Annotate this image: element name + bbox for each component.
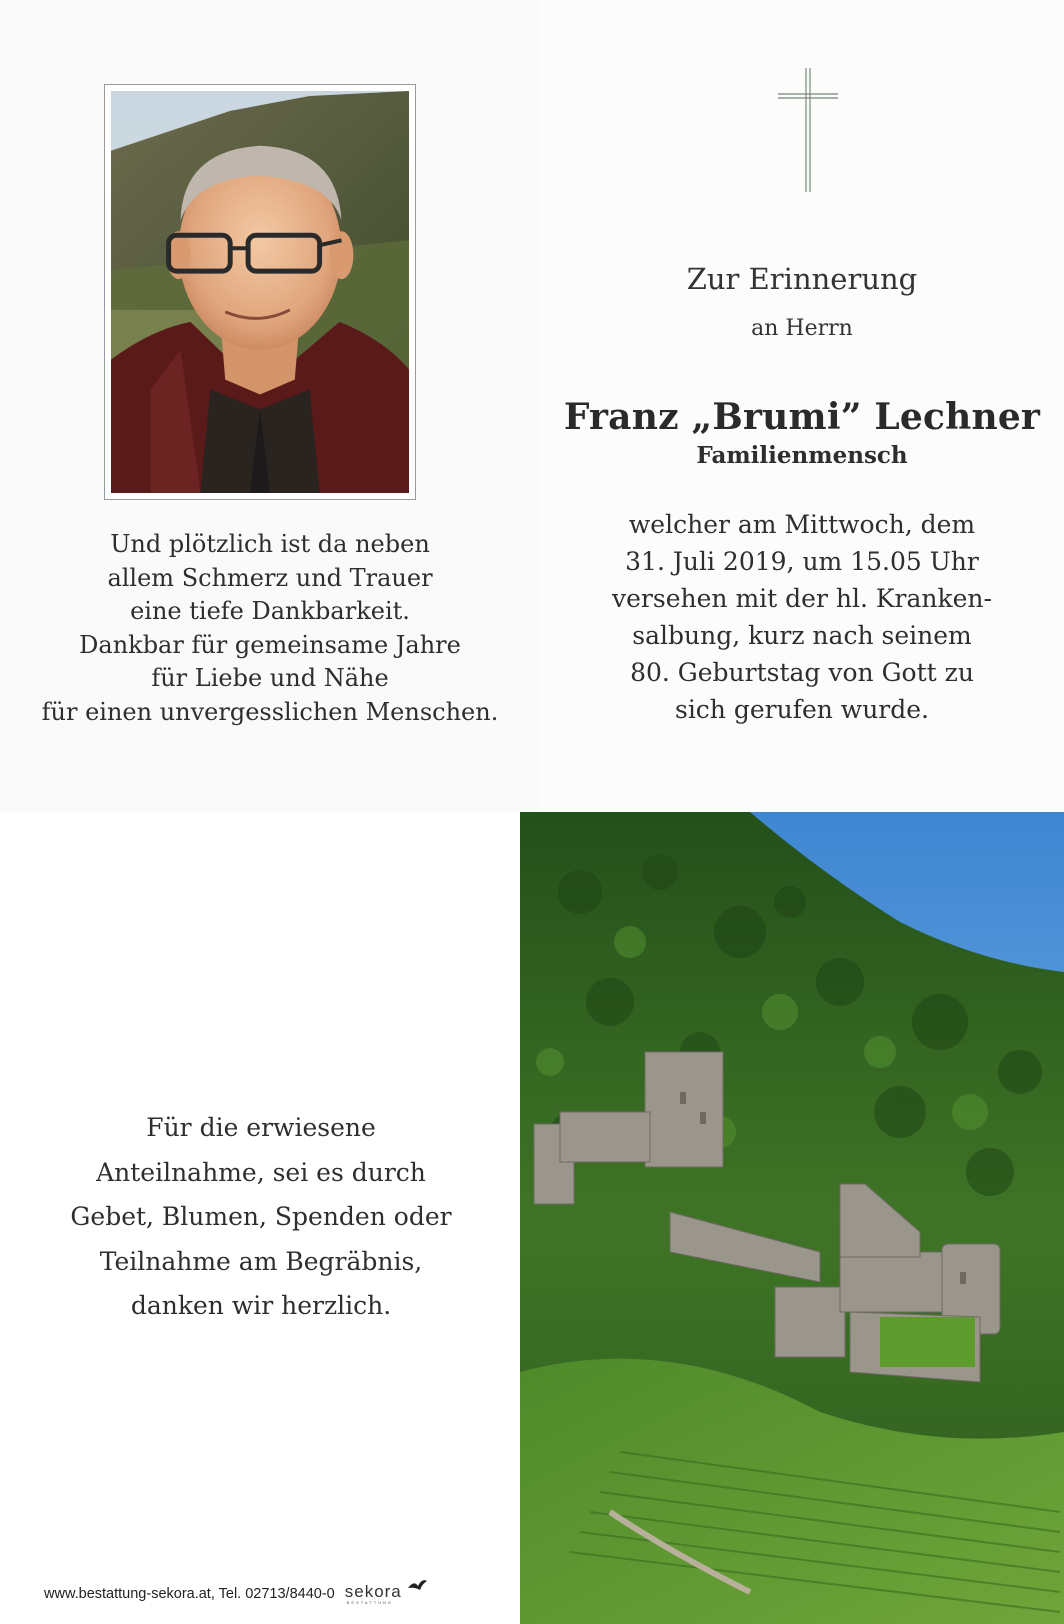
notice-line: salbung, kurz nach seinem xyxy=(632,621,972,650)
notice-line: versehen mit der hl. Kranken- xyxy=(612,584,992,613)
verse-line: eine tiefe Dankbarkeit. xyxy=(130,597,410,625)
thanks-line: Anteilnahme, sei es durch xyxy=(96,1157,426,1187)
notice-line: 80. Geburtstag von Gott zu xyxy=(630,658,974,687)
bird-icon xyxy=(406,1578,428,1594)
landscape-photo xyxy=(520,812,1064,1624)
notice-line: sich gerufen wurde. xyxy=(674,695,930,724)
verse-line: Und plötzlich ist da neben xyxy=(110,530,430,558)
verse-line: allem Schmerz und Trauer xyxy=(107,563,433,592)
memorial-panel xyxy=(540,0,1064,812)
cross-icon xyxy=(776,66,840,194)
verse-line: für einen unvergesslichen Menschen. xyxy=(41,697,499,726)
memorial-subheading: an Herrn xyxy=(751,316,853,341)
brand-logo xyxy=(344,1582,402,1605)
memorial-heading: Zur Erinnerung xyxy=(686,262,918,296)
footer-contact: www.bestattung-sekora.at, Tel. 02713/8440-0 xyxy=(44,1586,335,1602)
verse-line: für Liebe und Nähe xyxy=(151,664,389,692)
notice-line: welcher am Mittwoch, dem xyxy=(628,510,976,539)
thanks-text xyxy=(0,1106,522,1329)
brand-subtitle: BESTATTUNG xyxy=(346,1600,394,1605)
brand-name: sekora xyxy=(344,1582,402,1601)
castle-landscape-image xyxy=(520,812,1064,1624)
death-notice xyxy=(540,506,1064,728)
portrait-image xyxy=(111,91,409,493)
deceased-name: Franz „Brumi” Lechner xyxy=(563,396,1041,438)
portrait-panel xyxy=(0,0,540,812)
thanks-line: Gebet, Blumen, Spenden oder xyxy=(70,1202,452,1231)
notice-line: 31. Juli 2019, um 15.05 Uhr xyxy=(625,547,979,576)
verse-line: Dankbar für gemeinsame Jahre xyxy=(79,630,461,659)
thanks-line: danken wir herzlich. xyxy=(130,1291,392,1320)
footer xyxy=(44,1578,428,1605)
portrait-photo xyxy=(104,84,416,500)
thanks-line: Für die erwiesene xyxy=(146,1113,376,1142)
verse-text xyxy=(20,528,520,729)
thanks-line: Teilnahme am Begräbnis, xyxy=(99,1246,423,1276)
deceased-tagline: Familienmensch xyxy=(696,442,908,469)
